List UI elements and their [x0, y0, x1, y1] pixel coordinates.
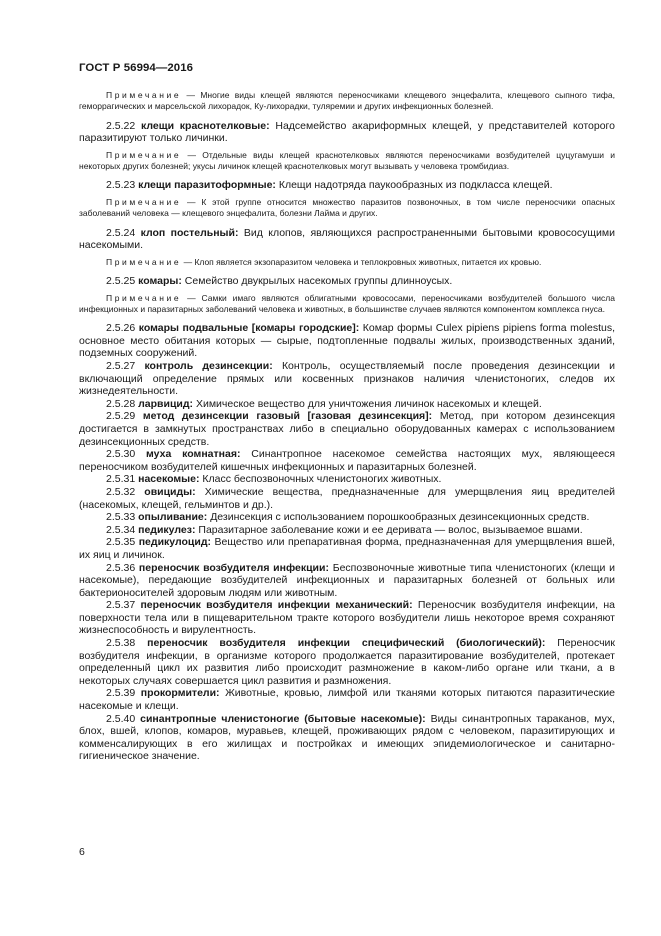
- term-definition: [79, 486, 615, 511]
- term-number: 2.5.35: [106, 536, 136, 549]
- term-name: клещи паразитоформные:: [138, 179, 276, 192]
- term-number: 2.5.27: [106, 360, 136, 373]
- term-definition: [79, 398, 615, 411]
- term-definition: [79, 562, 615, 600]
- note-label: Примечание: [106, 256, 182, 267]
- term-number: 2.5.37: [106, 599, 136, 612]
- term-text: Паразитарное заболевание кожи и ее дериватa — волос, вызываемое вшами.: [198, 523, 583, 536]
- term-name: клоп постельный:: [140, 226, 239, 239]
- term-number: 2.5.40: [106, 712, 136, 725]
- term-name: контроль дезинсекции:: [144, 360, 273, 373]
- note-label: Примечание: [106, 196, 182, 207]
- term-definition: [79, 322, 615, 360]
- term-number: 2.5.29: [106, 410, 136, 423]
- term-text: Комар формы Culex pipiens pipiens forma molestus, основное место обитания которых — сырые, подтопленные подвалы жилых, производственных зданий, подземных сооружений.: [79, 322, 616, 360]
- term-text: Надсемейство акарифoрмных клещей, у представителей которого паразитируют только личинки.: [79, 119, 615, 145]
- term-text: Клещи надотряда паукообразных из подкласса клещей.: [278, 179, 553, 192]
- term-name: переносчик возбудителя инфекции механический:: [140, 599, 413, 612]
- term-number: 2.5.26: [106, 322, 136, 335]
- term-definition: [79, 713, 615, 763]
- term-name: комары:: [138, 275, 182, 288]
- term-number: 2.5.34: [106, 523, 136, 536]
- term-number: 2.5.25: [106, 275, 136, 288]
- note-paragraph: [79, 197, 615, 220]
- term-number: 2.5.23: [106, 179, 136, 192]
- note-paragraph: [79, 150, 615, 173]
- term-name: насекомые:: [138, 473, 200, 486]
- document-body: [79, 90, 615, 763]
- term-text: Виды синантропных тараканов, мух, блох, вшей, клопов, комаров, муравьев, клещей, проживающих рядом с человеком, паразитирующих и комменсалирующих в его жилищах и постройках и имеющих эпидемиологическое и санитарно-гигиеническое значение.: [79, 712, 615, 763]
- note-paragraph: [79, 257, 615, 268]
- term-definition: [79, 227, 615, 252]
- term-name: опыливание:: [138, 511, 208, 524]
- term-text: Переносчик возбудителя инфекции, на поверхности тела или в пищеварительном тракте которого возбудители лишь некоторое время сохраняют жизнеспособность и вирулентность.: [79, 599, 615, 637]
- term-definition: [79, 599, 615, 637]
- document-header: ГОСТ Р 56994—2016: [79, 62, 194, 74]
- term-name: педикулез:: [138, 523, 196, 536]
- term-definition: [79, 410, 615, 448]
- term-number: 2.5.30: [106, 448, 136, 461]
- term-definition: [79, 179, 615, 192]
- term-definition: [79, 524, 615, 537]
- term-definition: [79, 448, 615, 473]
- term-text: Переносчик возбудителя инфекции, в организме которого продолжается паразитирование возбудителей, протекает определенный цикл их развития либо происходит размножение в каком-либо органе или ткани, а в некоторых случаях совершается цикл развития и размножения.: [79, 637, 616, 687]
- term-text: Химическое вещество для уничтожения личинок насекомых и клещей.: [195, 397, 542, 410]
- term-number: 2.5.36: [106, 561, 136, 574]
- term-name: овициды:: [144, 485, 196, 498]
- term-text: Контроль, осуществляемый после проведения дезинсекции и включающий определение прямых или косвенных признаков наличия членистоногих, следов их жизнедеятельности.: [79, 360, 615, 398]
- page-number: 6: [79, 846, 85, 858]
- term-definition: [79, 275, 615, 288]
- term-definition: [79, 120, 615, 145]
- term-definition: [79, 536, 615, 561]
- term-text: Метод, при котором дезинсекция достигается в замкнутых пространствах либо в специально оборудованных камерах с использованием дезинсекционных средств.: [79, 410, 616, 448]
- term-number: 2.5.39: [106, 687, 136, 700]
- term-name: переносчик возбудителя инфекции:: [138, 561, 329, 574]
- term-number: 2.5.22: [106, 119, 136, 132]
- term-name: переносчик возбудителя инфекции специфический (биологический):: [147, 637, 546, 650]
- note-label: Примечание: [106, 90, 182, 100]
- note-text: — Самки имаго являются облигатными кровососами, переносчиками возбудителей большого числа инфекционных и паразитарных заболеваний человека и животных, в большинстве случаев являются компонентом комплекса гнуса.: [79, 292, 615, 314]
- term-text: Химические вещества, предназначенные для умерщвления яиц вредителей (насекомых, клещей, гельминтов и др.).: [79, 485, 616, 511]
- note-label: Примечание: [106, 292, 182, 303]
- term-name: клещи краснотелковые:: [140, 119, 270, 132]
- term-number: 2.5.38: [106, 637, 136, 650]
- term-definition: [79, 511, 615, 524]
- term-number: 2.5.32: [106, 485, 136, 498]
- term-text: Беспозвоночные животные типа членистоногих (клещи и насекомые), передающие возбудителей инфекционных и паразитарных болезней от больных или бактерионосителей здоровым людям или животным.: [79, 561, 616, 599]
- term-number: 2.5.24: [106, 226, 136, 239]
- note-paragraph: [79, 293, 615, 316]
- note-text: — Клоп является экзопаразитом человека и теплокровных животных, питается их кровью.: [183, 256, 542, 267]
- term-name: синантропные членистоногие (бытовые насекомые):: [140, 712, 426, 725]
- term-name: комары подвальные [комары городские]:: [138, 322, 360, 335]
- term-text: Семейство двукрылых насекомых группы длинноусых.: [184, 275, 453, 288]
- term-name: метод дезинсекции газовый [газовая дезинсекция]:: [142, 410, 433, 423]
- term-name: прокормители:: [140, 687, 220, 700]
- term-text: Вещество или препаративная форма, предназначенная для умерщвления вшей, их яиц и личинок.: [79, 536, 616, 561]
- term-text: Вид клопов, являющихся распространенными бытовыми кровососущими насекомыми.: [79, 226, 615, 252]
- term-definition: [79, 360, 615, 398]
- note-text: — К этой группе относится множество паразитов позвоночных, в том числе переносчики опасных заболеваний человека — клещевого энцефалита, болезни Лайма и других.: [79, 196, 615, 219]
- note-paragraph: [79, 90, 615, 113]
- term-number: 2.5.28: [106, 397, 136, 410]
- term-name: педикулоцид:: [138, 536, 211, 549]
- term-text: Животные, кровью, лимфой или тканями которых питаются паразитические насекомые и клещи.: [79, 687, 615, 713]
- term-definition: [79, 687, 615, 712]
- note-text: — Многие виды клещей являются переносчиками клещевого энцефалита, клещевого сыпного тифа, геморрагических и марсельской лихорадок, Ку-лихорадки, туляремии и других инфекционных болезней.: [79, 90, 615, 112]
- term-definition: [79, 473, 615, 486]
- note-text: — Отдельные виды клещей краснотелковых являются переносчиками возбудителей цуцугамуши и некоторых других болезней; укусы личинок клещей краснотелковых могут вызывать у человека тромбидиаз.: [79, 149, 615, 172]
- term-number: 2.5.33: [106, 511, 136, 524]
- term-name: ларвицид:: [138, 397, 194, 410]
- term-number: 2.5.31: [106, 473, 136, 486]
- term-definition: [79, 637, 615, 687]
- note-label: Примечание: [106, 149, 182, 160]
- term-text: Дезинсекция с использованием порошкообразных дезинсекционных средств.: [210, 511, 590, 524]
- term-text: Синантропное насекомое семейства настоящих мух, являющееся переносчиком возбудителей кишечных инфекционных и паразитарных болезней.: [79, 448, 616, 473]
- term-text: Класс беспозвоночных членистоногих животных.: [202, 473, 442, 486]
- term-name: муха комнатная:: [146, 448, 241, 461]
